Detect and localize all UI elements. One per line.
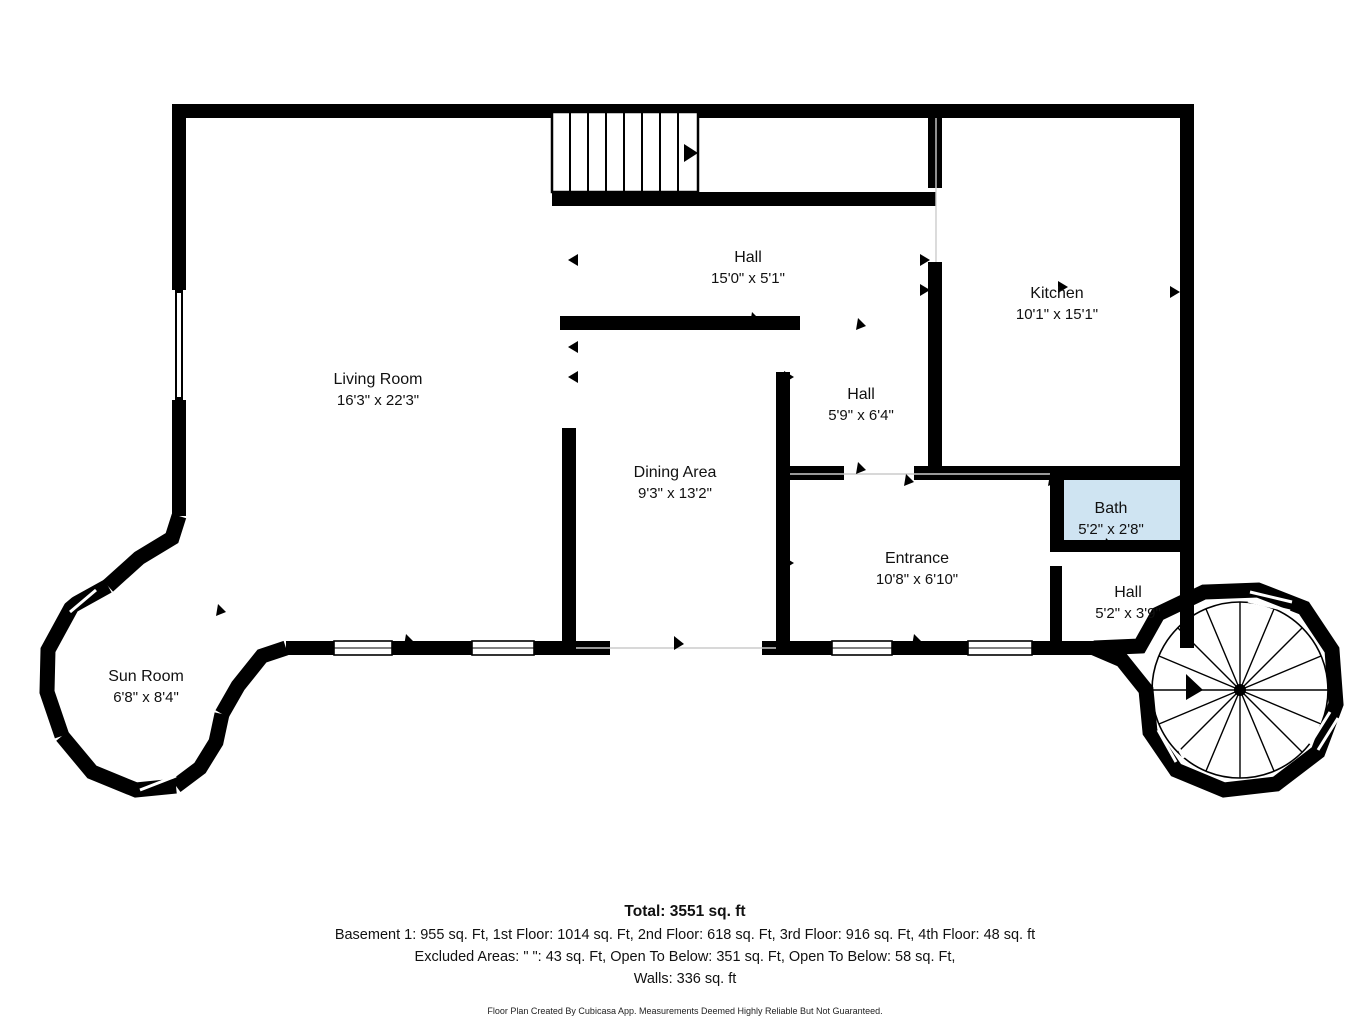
room-dimensions: 15'0" x 5'1" — [711, 269, 785, 287]
room-name: Sun Room — [108, 668, 184, 686]
area-breakdown-line-1: Basement 1: 955 sq. Ft, 1st Floor: 1014 sq. Ft, 2nd Floor: 618 sq. Ft, 3rd Floor: 916 sq. Ft, 4th Floor: 48 sq. ft — [334, 927, 1036, 943]
door-markers — [216, 254, 1180, 650]
room-name: Hall — [1114, 584, 1142, 602]
credit-line: Floor Plan Created By Cubicasa App. Measurements Deemed Highly Reliable But Not Guaranteed. — [487, 1006, 883, 1017]
area-breakdown-line-2: Excluded Areas: " ": 43 sq. Ft, Open To Below: 351 sq. Ft, Open To Below: 58 sq. Ft, — [414, 948, 956, 965]
turret-stairs — [1094, 590, 1338, 790]
area-summary — [0, 903, 1370, 1016]
room-dimensions: 10'1" x 15'1" — [1015, 305, 1099, 323]
room-name: Hall — [734, 249, 762, 267]
room-name: Living Room — [333, 371, 423, 389]
room-name: Dining Area — [633, 464, 717, 482]
area-breakdown-line-3: Walls: 336 sq. ft — [633, 970, 737, 987]
staircase — [552, 112, 698, 192]
room-dimensions: 5'2" x 3'9" — [1095, 604, 1161, 622]
room-name: Entrance — [884, 550, 950, 568]
total-area: Total: 3551 sq. ft — [624, 903, 746, 920]
room-dimensions: 5'2" x 2'8" — [1078, 520, 1144, 538]
room-dimensions: 5'9" x 6'4" — [828, 406, 894, 424]
room-name: Bath — [1094, 500, 1128, 518]
room-name: Hall — [847, 386, 875, 404]
room-dimensions: 16'3" x 22'3" — [336, 391, 420, 409]
room-dimensions: 9'3" x 13'2" — [638, 484, 712, 502]
room-dimensions: 6'8" x 8'4" — [113, 688, 179, 706]
room-name: Kitchen — [1030, 285, 1084, 303]
room-dimensions: 10'8" x 6'10" — [875, 570, 959, 588]
sun-room-walls — [47, 516, 286, 790]
